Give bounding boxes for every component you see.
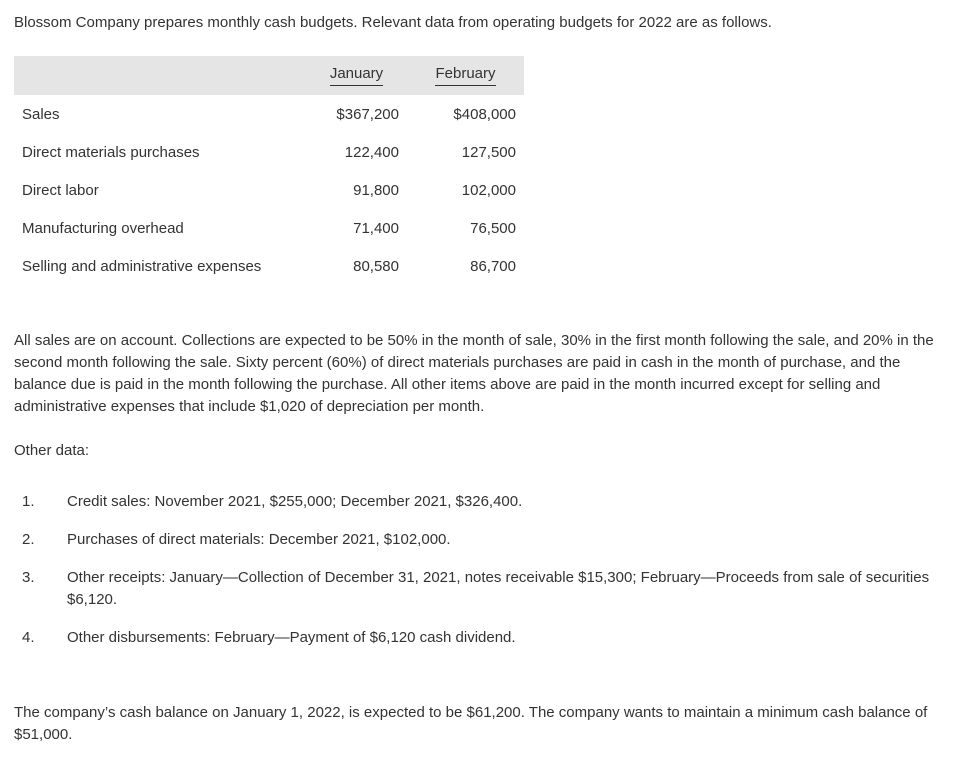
- list-number: 1.: [22, 493, 35, 510]
- february-value: 86,700: [470, 257, 516, 275]
- list-item: [14, 567, 944, 611]
- february-value: $408,000: [453, 105, 516, 123]
- list-text: Credit sales: November 2021, $255,000; December 2021, $326,400.: [67, 493, 523, 510]
- list-text: Other receipts: January—Collection of December 31, 2021, notes receivable $15,300; February—Proceeds from sale of securities $6,120.: [67, 569, 930, 608]
- row-label: Selling and administrative expenses: [22, 257, 262, 275]
- row-label: Sales: [22, 105, 60, 123]
- list-text: Purchases of direct materials: December 2021, $102,000.: [67, 531, 451, 548]
- january-value: 80,580: [353, 257, 399, 275]
- table-header-row: [14, 56, 524, 95]
- list-item: [14, 529, 944, 551]
- row-label: Direct materials purchases: [22, 143, 200, 161]
- january-value: 71,400: [353, 219, 399, 237]
- january-value: $367,200: [336, 105, 399, 123]
- list-text: Other disbursements: February—Payment of $6,120 cash dividend.: [67, 629, 516, 646]
- list-item: [14, 491, 944, 513]
- collections-paragraph: All sales are on account. Collections are expected to be 50% in the month of sale, 30% in the first month following the sale, and 20% in the second month following the sale. Sixty percent (60%) of direct materials purchases are paid in cash in the month of purchase, and the balance due is paid in the month following the purchase. All other items above are paid in the month incurred except for selling and administrative expenses that include $1,020 of depreciation per month.: [14, 332, 934, 415]
- table-row: [14, 95, 524, 133]
- intro-text: Blossom Company prepares monthly cash budgets. Relevant data from operating budgets for 2022 are as follows.: [14, 14, 772, 31]
- list-item: [14, 627, 944, 649]
- header-january: January: [300, 56, 407, 95]
- row-label: Manufacturing overhead: [22, 219, 184, 237]
- february-value: 127,500: [461, 143, 516, 161]
- row-label: Direct labor: [22, 181, 99, 199]
- list-number: 4.: [22, 629, 35, 646]
- table-row: [14, 209, 524, 247]
- table-row: [14, 247, 524, 285]
- header-february: February: [407, 56, 524, 95]
- cash-balance-paragraph: The company’s cash balance on January 1, 2022, is expected to be $61,200. The company wants to maintain a minimum cash balance of $51,000.: [14, 704, 928, 743]
- january-value: 91,800: [353, 181, 399, 199]
- table-row: [14, 171, 524, 209]
- january-value: 122,400: [344, 143, 399, 161]
- table-row: [14, 133, 524, 171]
- budget-table: [14, 56, 524, 285]
- list-number: 2.: [22, 531, 35, 548]
- header-blank-cell: [14, 56, 300, 95]
- february-value: 76,500: [470, 219, 516, 237]
- february-value: 102,000: [461, 181, 516, 199]
- other-data-label: Other data:: [14, 442, 90, 459]
- list-number: 3.: [22, 569, 35, 586]
